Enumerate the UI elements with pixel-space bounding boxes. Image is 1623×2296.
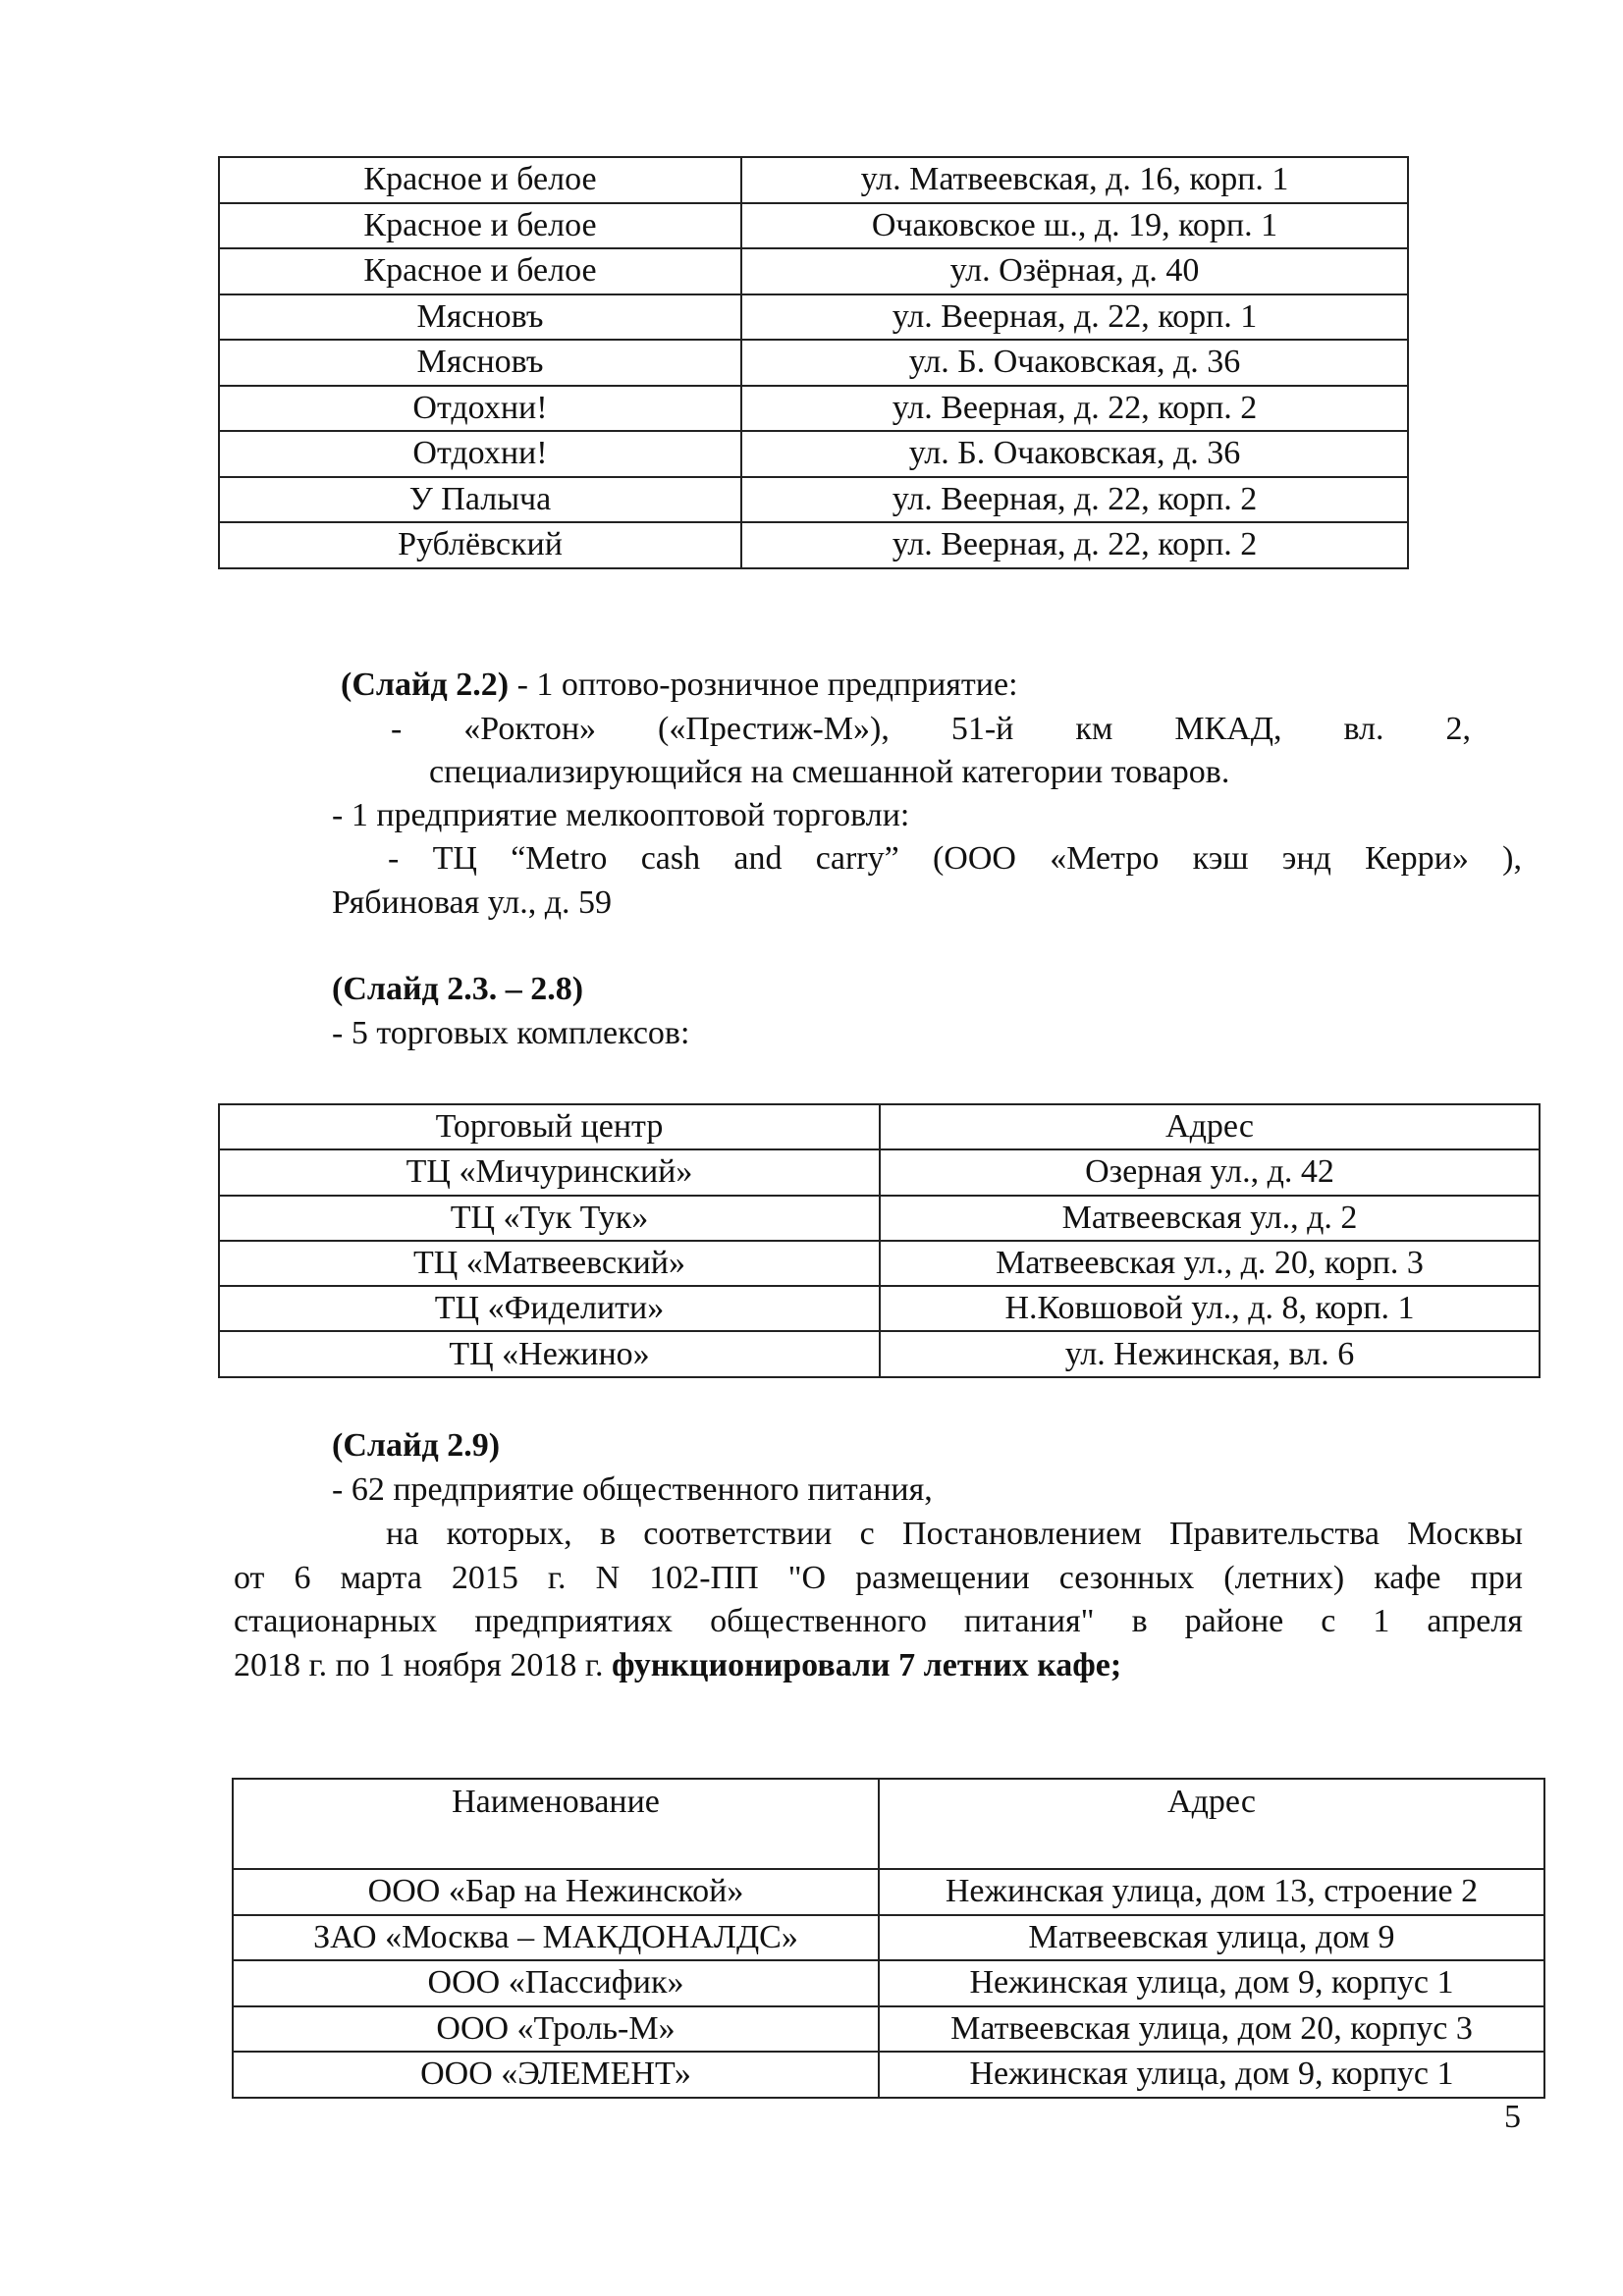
word: общественного (710, 1603, 927, 1639)
cafe-address-cell: Нежинская улица, дом 9, корпус 1 (879, 2052, 1544, 2098)
small-wholesale-heading: - 1 предприятие мелкооптовой торговли: (332, 797, 910, 833)
mall-name-cell: ТЦ «Мичуринский» (219, 1149, 880, 1195)
word: МКАД, (1174, 711, 1282, 747)
word: «Роктон» (463, 711, 597, 747)
word: марта (340, 1560, 422, 1596)
shop-name-cell: Красное и белое (219, 203, 741, 249)
table-row (219, 431, 1408, 477)
shop-name-cell: Отдохни! (219, 386, 741, 432)
small-wholesale-item-line2: Рябиновая ул., д. 59 (332, 884, 613, 921)
table-row (233, 1869, 1544, 1915)
cafes-table-body (233, 1779, 1544, 2098)
mall-name-cell: ТЦ «Нежино» (219, 1331, 880, 1376)
cafe-name-cell: ЗАО «Москва – МАКДОНАЛДС» (233, 1915, 879, 1961)
word: ТЦ (432, 840, 477, 877)
mall-address-cell: ул. Нежинская, вл. 6 (880, 1331, 1540, 1376)
mall-address-cell: Матвеевская ул., д. 2 (880, 1196, 1540, 1241)
table-row (233, 2006, 1544, 2053)
word: кафе (1374, 1560, 1441, 1596)
word: апреля (1427, 1603, 1523, 1639)
word: при (1470, 1560, 1523, 1596)
shop-address-cell: ул. Матвеевская, д. 16, корп. 1 (741, 157, 1408, 203)
cafe-name-header: Наименование (233, 1779, 879, 1869)
mall-name-cell: ТЦ «Матвеевский» (219, 1241, 880, 1286)
shop-name-cell: У Палыча (219, 477, 741, 523)
cafe-address-cell: Нежинская улица, дом 9, корпус 1 (879, 1960, 1544, 2006)
word: кэш (1192, 840, 1249, 877)
shop-address-cell: Очаковское ш., д. 19, корп. 1 (741, 203, 1408, 249)
word: N (595, 1560, 621, 1596)
word: предприятиях (474, 1603, 674, 1639)
shop-address-cell: ул. Веерная, д. 22, корп. 2 (741, 477, 1408, 523)
word: районе (1184, 1603, 1284, 1639)
mall-address-cell: Озерная ул., д. 42 (880, 1149, 1540, 1195)
word: от (234, 1560, 265, 1596)
section-23-intro: - 5 торговых комплексов: (332, 1015, 690, 1051)
mall-address-cell: Н.Ковшовой ул., д. 8, корп. 1 (880, 1286, 1540, 1331)
cafes-table (232, 1778, 1545, 2099)
mall-name-cell: ТЦ «Фиделити» (219, 1286, 880, 1331)
shop-name-cell: Отдохни! (219, 431, 741, 477)
word: сезонных (1058, 1560, 1195, 1596)
word: Правительства (1169, 1516, 1380, 1552)
word: размещении (855, 1560, 1030, 1596)
table-row (219, 386, 1408, 432)
table-row (233, 1960, 1544, 2006)
word: в (599, 1516, 616, 1552)
word: с (1321, 1603, 1336, 1639)
cafe-address-cell: Матвеевская улица, дом 9 (879, 1915, 1544, 1961)
shopping-centers-table-body (219, 1104, 1540, 1377)
paragraph-line-3 (234, 1605, 1523, 1638)
table-row (219, 157, 1408, 203)
shop-name-cell: Красное и белое (219, 157, 741, 203)
word: энд (1281, 840, 1331, 877)
mall-name-header: Торговый центр (219, 1104, 880, 1149)
slide-label-23: (Слайд 2.3. – 2.8) (332, 971, 584, 1007)
table-row (233, 2052, 1544, 2098)
word: Керри» (1365, 840, 1469, 877)
cafe-name-cell: ООО «Троль-М» (233, 2006, 879, 2053)
shops-table (218, 156, 1409, 569)
section-23-heading (332, 973, 583, 1006)
word: 1 (1373, 1603, 1390, 1639)
table-row (219, 1286, 1540, 1331)
word: carry” (815, 840, 899, 877)
table-row (219, 1149, 1540, 1195)
shop-address-cell: ул. Б. Очаковская, д. 36 (741, 340, 1408, 386)
word: 2015 (451, 1560, 518, 1596)
table-row (219, 248, 1408, 294)
word: которых, (446, 1516, 572, 1552)
shop-name-cell: Мясновъ (219, 294, 741, 341)
word: г. (547, 1560, 567, 1596)
section-22-intro: - 1 оптово-розничное предприятие: (509, 667, 1018, 703)
section-29-intro: - 62 предприятие общественного питания, (332, 1471, 933, 1508)
shop-address-cell: ул. Веерная, д. 22, корп. 1 (741, 294, 1408, 341)
shop-name-cell: Мясновъ (219, 340, 741, 386)
mall-address-header: Адрес (880, 1104, 1540, 1149)
shop-name-cell: Рублёвский (219, 522, 741, 568)
mall-name-cell: ТЦ «Тук Тук» (219, 1196, 880, 1241)
paragraph-line-2 (234, 1562, 1523, 1595)
word: - (391, 711, 403, 747)
shop-address-cell: ул. Озёрная, д. 40 (741, 248, 1408, 294)
word: "О (787, 1560, 827, 1596)
shop-name-cell: Красное и белое (219, 248, 741, 294)
table-row (219, 1241, 1540, 1286)
cafe-address-cell: Матвеевская улица, дом 20, корпус 3 (879, 2006, 1544, 2053)
word: Постановлением (902, 1516, 1142, 1552)
word: and (733, 840, 783, 877)
word: ), (1502, 840, 1522, 877)
shops-table-body (219, 157, 1408, 568)
page-number: 5 (1504, 2099, 1521, 2135)
word: стационарных (234, 1603, 438, 1639)
table-header-row (219, 1104, 1540, 1149)
section-29-heading (332, 1429, 500, 1463)
word: на (386, 1516, 419, 1552)
word: 102-ПП (649, 1560, 759, 1596)
word: «Метро (1050, 840, 1160, 877)
word: (летних) (1223, 1560, 1345, 1596)
table-row (233, 1915, 1544, 1961)
word: 2, (1445, 711, 1471, 747)
paragraph-line-4-text: 2018 г. по 1 ноября 2018 г. (234, 1647, 613, 1683)
paragraph-line-1 (386, 1518, 1523, 1551)
table-header-row (233, 1779, 1544, 1869)
word: cash (640, 840, 701, 877)
word: км (1075, 711, 1113, 747)
word: соответствии (643, 1516, 833, 1552)
wholesale-retail-item-line2: специализирующийся на смешанной категории товаров. (429, 754, 1230, 790)
cafe-name-cell: ООО «Бар на Нежинской» (233, 1869, 879, 1915)
table-row (219, 203, 1408, 249)
shopping-centers-table (218, 1103, 1541, 1378)
shop-address-cell: ул. Б. Очаковская, д. 36 (741, 431, 1408, 477)
table-row (219, 522, 1408, 568)
table-row (219, 1196, 1540, 1241)
mall-address-cell: Матвеевская ул., д. 20, корп. 3 (880, 1241, 1540, 1286)
table-row (219, 1331, 1540, 1376)
table-row (219, 477, 1408, 523)
word: - (388, 840, 400, 877)
summer-cafes-emphasis: функционировали 7 летних кафе; (612, 1647, 1122, 1683)
word: в (1131, 1603, 1148, 1639)
word: “Metro (511, 840, 608, 877)
cafe-address-header: Адрес (879, 1779, 1544, 1869)
word: («Престиж-М»), (658, 711, 890, 747)
word: Москвы (1407, 1516, 1523, 1552)
slide-label-29: (Слайд 2.9) (332, 1427, 501, 1464)
table-row (219, 340, 1408, 386)
wholesale-retail-item-line1 (391, 713, 1471, 746)
word: 51-й (950, 711, 1014, 747)
word: с (859, 1516, 875, 1552)
word: (ООО (932, 840, 1016, 877)
slide-label-22: (Слайд 2.2) (341, 667, 510, 703)
word: вл. (1343, 711, 1384, 747)
table-row (219, 294, 1408, 341)
cafe-name-cell: ООО «ЭЛЕМЕНТ» (233, 2052, 879, 2098)
word: 6 (294, 1560, 311, 1596)
section-22-heading (341, 668, 1018, 702)
small-wholesale-item-line1 (388, 842, 1522, 876)
shop-address-cell: ул. Веерная, д. 22, корп. 2 (741, 522, 1408, 568)
paragraph-line-4 (234, 1649, 1121, 1682)
shop-address-cell: ул. Веерная, д. 22, корп. 2 (741, 386, 1408, 432)
cafe-name-cell: ООО «Пассифик» (233, 1960, 879, 2006)
cafe-address-cell: Нежинская улица, дом 13, строение 2 (879, 1869, 1544, 1915)
word: питания" (963, 1603, 1095, 1639)
